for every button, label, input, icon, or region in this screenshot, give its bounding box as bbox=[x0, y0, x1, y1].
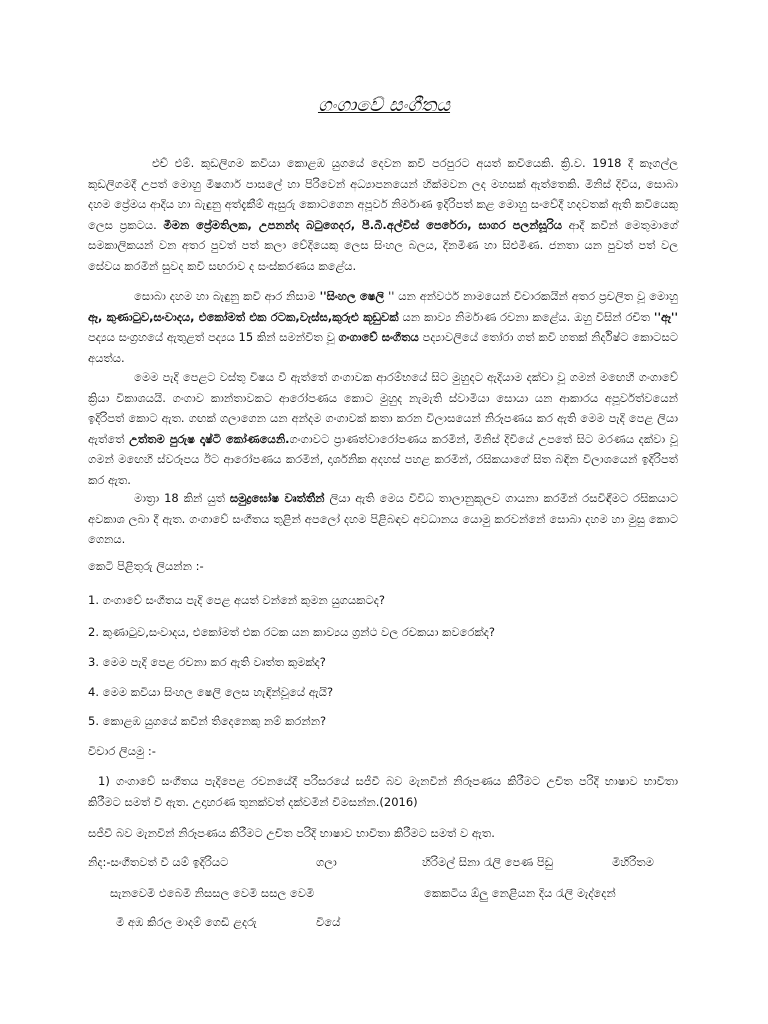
works-list: ඈ, කුණාටුව,සංවාදය, එකෝමත් එක රටක,වැස්ස,කුරුළු කූඩුවක් bbox=[88, 309, 399, 324]
question-3: 3. මෙම පැදි පෙළ රචනා කර ඇති වෘත්ත කුමක්ද? bbox=[88, 655, 326, 669]
meter-name: සමුද්‍රඝෝෂ වෘත්තීන් bbox=[229, 491, 325, 505]
poem-title-inline: ගංගාවේ සංගීතය bbox=[338, 330, 419, 344]
intro-text-2: ආදී කවීන් මෙතුමාගේ සමකාලිකයන් වන අතර පුවත් පත් කලා වේදියෙකු ලෙස සිංහල බලය, දිනමිණ හා සිළුමිණ. ජනතා යන පුවත් පත් වල සේවය කරමින් සුවද කවි සඟරාව ද සංස්කරණය කළේය. bbox=[88, 217, 678, 273]
example-line-3a: මී අඹ කිරල මාදම් ගෙඩි ළදරු bbox=[116, 915, 257, 929]
question-2: 2. කුණාටුව,සංවාදය, එකෝමත් එක රටක යන කාව්‍යය ග්‍රන්ථ වල රචකයා කවරෙක්ද? bbox=[88, 625, 495, 639]
example-line-1c: හිරිමල් සිනා රැලි පෙණ පිඩු bbox=[422, 855, 554, 869]
intro-paragraph bbox=[88, 153, 678, 276]
style-text-2: '' යන අන්වර්ථ නාමයෙන් විචාරකයින් අතර ප්‍රචලිත වූ මොහු bbox=[384, 289, 679, 303]
style-text: සොබා දහම හා බැඳුනු කවි ආර නිසාම bbox=[134, 289, 320, 303]
example-line-1b: ගලා bbox=[316, 855, 337, 869]
style-text-3: යන කාව්‍ය නිර්මාණ රචනා කළේය. ඔහු විසින් රචිත bbox=[398, 309, 654, 324]
contemporary-poets: මීමන ප්‍රේමතිලක, උපනන්ද බටුගෙදර, පී.බී.අල්විස් පෙරේරා, සාගර පලන්සූරිය bbox=[163, 217, 563, 232]
page-title: ගංගාවේ සංගීතය bbox=[317, 94, 451, 116]
first-person-view: උත්තම පුරුෂ දෘෂ්ටි කෝණයෙනි. bbox=[129, 431, 290, 446]
verse-text-2: ලියා ඇති මෙය විවිධ තාලානුකූලව ගායනා කරමින් රසවිඳීමට රසිකයාට අවකාශ ලබා දී ඇත. ගංගාවේ සංගීතය තුළින් අපලෝ දහම පිළිබඳව අවධානය යොමු කරවන්නේ සොබා දහම හා මුසු කොට ගෙනය. bbox=[88, 491, 678, 546]
ae-title: ''ඈ'' bbox=[653, 309, 678, 324]
theme-paragraph bbox=[88, 367, 678, 490]
style-text-4: පද්‍යය සංග්‍රහයේ ඇතුළත් පද්‍යය 15 කින් සමන්විත වූ bbox=[88, 330, 339, 344]
essay-question: 1) ගංගාවේ සංගීතය පැදිපෙළ රචනයේදී පරිසරයේ සජීවී බව මැනවින් නිරූපණය කිරීමට උචිත පරිදි භාෂාව භාවිතා කිරීමට සමත් වී ඇත. උදාහරණ තුනක්වත් දක්වමින් විමසන්න.(2016) bbox=[88, 774, 678, 809]
style-text-5: පද්‍යාවලියේ තෝරා ගත් කවි හතක් නිර්දිෂ්ට කොටසට අයත්ය. bbox=[88, 330, 678, 365]
example-line-3b: වියේ bbox=[316, 915, 341, 929]
question-1: 1. ගංගාවේ සංගීතය පැදි පෙළ අයත් වන්නේ කුමන යුගයකටද? bbox=[88, 593, 385, 607]
theme-text-2: ගංගාවට ප්‍රාණත්වාරෝපණය කරමින්, මිනිස් දිවියේ උපතේ සිට මරණය දක්වා වූ ගමන් මඟෙහි ස්වරූපය ඊට ආරෝපණය කරමින්, දාර්ශනික අදහස් පහළ කරමින්, රසිකයාගේ සිත බඳින විලාශයෙන් ඉදිරිපත් කර ඇත. bbox=[88, 431, 678, 487]
example-line-2a: සැනවෙමි එබෙමි නිසසල වෙමි සසල වෙමි bbox=[110, 886, 315, 900]
example-line-2b: කෙකටිය ඕලු නෙළියන දිය රැලි මැද්දෙන් bbox=[424, 886, 616, 900]
verse-paragraph bbox=[88, 488, 678, 550]
verse-text: මාත්‍රා 18 කින් යුත් bbox=[134, 491, 230, 505]
answer-line: සජීවී බව මැනවින් නිරූපණය කිරීමට උචිත පරිදි භාෂාව භාවිතා කිරීමට සමත් ව ඇත. bbox=[88, 826, 495, 840]
example-line-1a: නිද:-සංගීතවත් වී යම් ඉදිරියට bbox=[88, 855, 229, 869]
question-5: 5. කොළඹ යුගයේ කවීන් තිදෙනෙකු නම් කරන්න? bbox=[88, 714, 327, 728]
intro-text: එච් එම්. කුඩලිගම කවියා කොළඹ යුගයේ දෙවන කවි පරපුරට අයත් කවියෙකි. ක්‍රි.ව. 1918 දී කෑගල්ල කුඩලිගමදී උපත් මොහු මීෂගාර් පාසලේ හා පිරිවෙන් අධ්‍යාපනයෙන් හික්මවන ලද මහසක් ඇත්තෙකි. මිනිස් දිවිය, සොබා දහම ප්‍රේමය ආදිය හා බැඳුනු අත්දැකීම් ඇසුරු කොටගෙන අපූර්ව නිර්මාණ ඉදිරිපත් කළ මොහු සංවේදී හදවතක් ඇති කවියෙකු ලෙස ප්‍රකටය. bbox=[88, 156, 678, 232]
question-4: 4. මෙම කවියා සිංහල ෂෙලි ලෙස හැඳින්වූයේ ඇයි? bbox=[88, 685, 334, 699]
short-answer-heading: කෙටි පිළිතුරු ලියන්න :- bbox=[88, 559, 204, 573]
theme-text: මෙම පැදි පෙළට වස්තු විෂය වී ඇත්තේ ගංගාවක ආරම්භයේ සිට මුහුදට ඇදියාම දක්වා වූ ගමන් මඟෙහි ගංගාවේ ක්‍රියා විකාශයයි. ගංගාව කාන්තාවකට ආරෝපණය කොට මුහුද නැමැති ස්වාමියා සොයා යන ආකාරය අපූර්වත්වයෙන් ඉදිරිපත් කොට ඇත. ගඟක් ගලාගෙන යන අන්දම ගංගාවක් කතා කරන විලාසයෙන් නිරූපණය කර ඇති මෙම පැදි පෙළ ලියා ඇත්තේ bbox=[88, 370, 678, 446]
sinhala-shelley-label: ''සිංහල ෂෙලි bbox=[319, 289, 385, 303]
essay-heading: විචාර ලියමු :- bbox=[88, 744, 156, 758]
style-paragraph bbox=[88, 286, 678, 368]
example-line-1d: මිහිරිතම bbox=[612, 855, 654, 869]
